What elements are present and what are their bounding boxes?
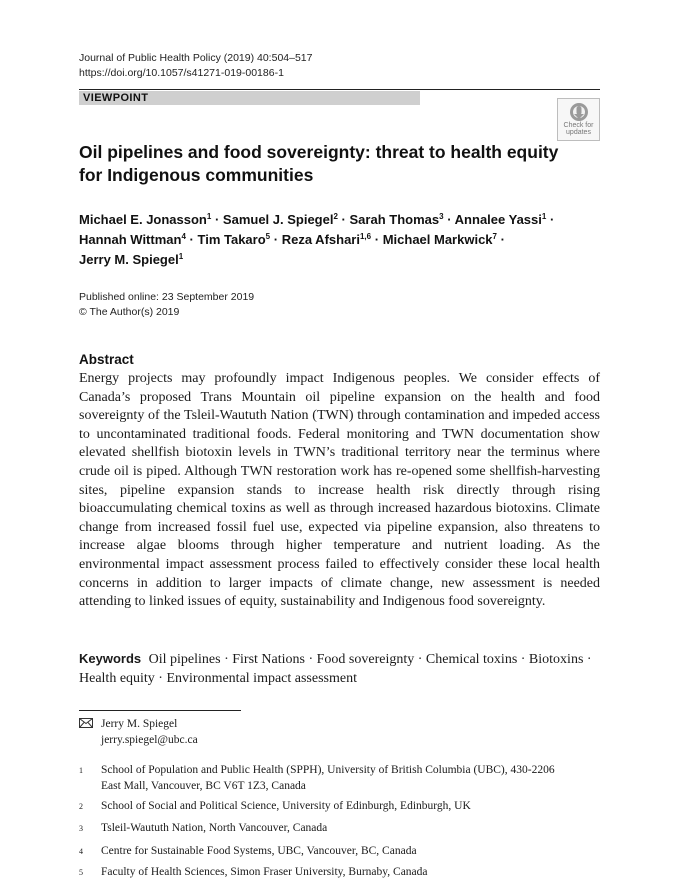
author-separator: · <box>341 212 346 227</box>
keywords-list: Oil pipelines · First Nations · Food sovereignty · Chemical toxins · Biotoxins · Health equity · Environmental impact assessment <box>79 652 592 686</box>
author[interactable]: Samuel J. Spiegel$^2$ <box>222 212 338 227</box>
correspondence <box>79 717 198 748</box>
author-separator: · <box>447 212 452 227</box>
copyright: © The Author(s) 2019 <box>79 306 180 318</box>
affiliation <box>79 844 600 864</box>
affiliation-text: Tsleil-Waututh Nation, North Vancouver, Canada <box>101 822 328 834</box>
author[interactable]: Annalee Yassi$^1$ <box>454 212 547 227</box>
author[interactable]: Michael E. Jonasson$^1$ <box>79 212 212 227</box>
keywords-label: Keywords <box>79 651 142 666</box>
author[interactable]: Jerry M. Spiegel$^1$ <box>79 252 184 267</box>
badge-line2: updates <box>566 129 591 136</box>
badge-line1: Check for <box>563 122 594 129</box>
author-separator: · <box>549 212 555 227</box>
corresponding-author-name: Jerry M. Spiegel <box>101 718 178 730</box>
header-divider <box>79 89 600 90</box>
section-label: VIEWPOINT <box>79 91 420 105</box>
article-title <box>79 141 579 187</box>
author-separator: · <box>374 232 380 247</box>
author-list <box>79 210 604 270</box>
journal-citation: Journal of Public Health Policy (2019) 40:504–517 <box>79 52 313 64</box>
doi-link[interactable]: https://doi.org/10.1057/s41271-019-00186-1 <box>79 67 284 79</box>
affiliation-number: 3 <box>79 824 83 833</box>
author-separator: · <box>214 212 220 227</box>
author[interactable]: Tim Takaro$^5$ <box>197 232 271 247</box>
publication-info <box>79 290 254 320</box>
affiliation <box>79 865 600 885</box>
affiliation-text: School of Population and Public Health (SPPH), University of British Columbia (UBC), 430-2206 East Mall, Vancouver, BC V6T 1Z3, Canada <box>101 764 555 792</box>
author[interactable]: Sarah Thomas$^3$ <box>349 212 444 227</box>
title-line-1: Oil pipelines and food sovereignty: threat to health equity <box>79 142 559 162</box>
author[interactable]: Hannah Wittman$^4$ <box>79 232 186 247</box>
footnote-divider <box>79 710 241 711</box>
keywords <box>79 650 600 688</box>
published-date: Published online: 23 September 2019 <box>79 291 255 303</box>
journal-header <box>79 51 312 81</box>
affiliation-number: 5 <box>79 868 83 877</box>
affiliation <box>79 799 600 819</box>
affiliation-text: Faculty of Health Sciences, Simon Fraser University, Burnaby, Canada <box>101 866 428 878</box>
author[interactable]: Reza Afshari$^{1,6}$ <box>281 232 372 247</box>
affiliation-text: School of Social and Political Science, University of Edinburgh, Edinburgh, UK <box>101 800 471 812</box>
check-for-updates-badge[interactable] <box>557 98 600 141</box>
abstract-heading: Abstract <box>79 352 134 367</box>
author-separator: · <box>189 232 194 247</box>
author[interactable]: Michael Markwick$^7$ <box>382 232 497 247</box>
affiliation-number: 2 <box>79 802 83 811</box>
abstract-text: Energy projects may profoundly impact Indigenous peoples. We consider effects of Canada’s proposed Trans Mountain oil pipeline expansion on the health and food sovereignty of the Tsleil-Waututh Nation (TWN) through contamination and impeded access to uncontaminated traditional foods. Federal monitoring and TWN documentation show elevated shellfish biotoxin levels in TWN’s traditional territory near the terminus where crude oil is piped. Although TWN restoration work has re-opened some shellfish-harvesting sites, pipeline expansion stands to increase health risk directly through rising bioaccumulating chemical toxins as well as through increased hazardous biotoxins. Climate change from increased fossil fuel use, expected via pipeline expansion, also threatens to increase algae blooms through higher temperature and nutrient loading. As the environmental impact assessment process failed to effectively consider these local health concerns in addition to larger impacts of climate change, new assessment is needed attending to linked issues of equity, sustainability and Indigenous food sovereignty. <box>79 371 600 610</box>
affiliation <box>79 763 600 794</box>
affiliation-number: 1 <box>79 766 83 775</box>
affiliation <box>79 821 600 841</box>
affiliation-number: 4 <box>79 847 83 856</box>
check-for-updates-icon <box>569 102 589 122</box>
author-separator: · <box>500 232 505 247</box>
author-separator: · <box>273 232 279 247</box>
title-line-2: for Indigenous communities <box>79 165 314 185</box>
envelope-icon <box>79 718 93 728</box>
affiliation-text: Centre for Sustainable Food Systems, UBC, Vancouver, BC, Canada <box>101 845 417 857</box>
corresponding-author-email[interactable]: jerry.spiegel@ubc.ca <box>101 733 198 746</box>
